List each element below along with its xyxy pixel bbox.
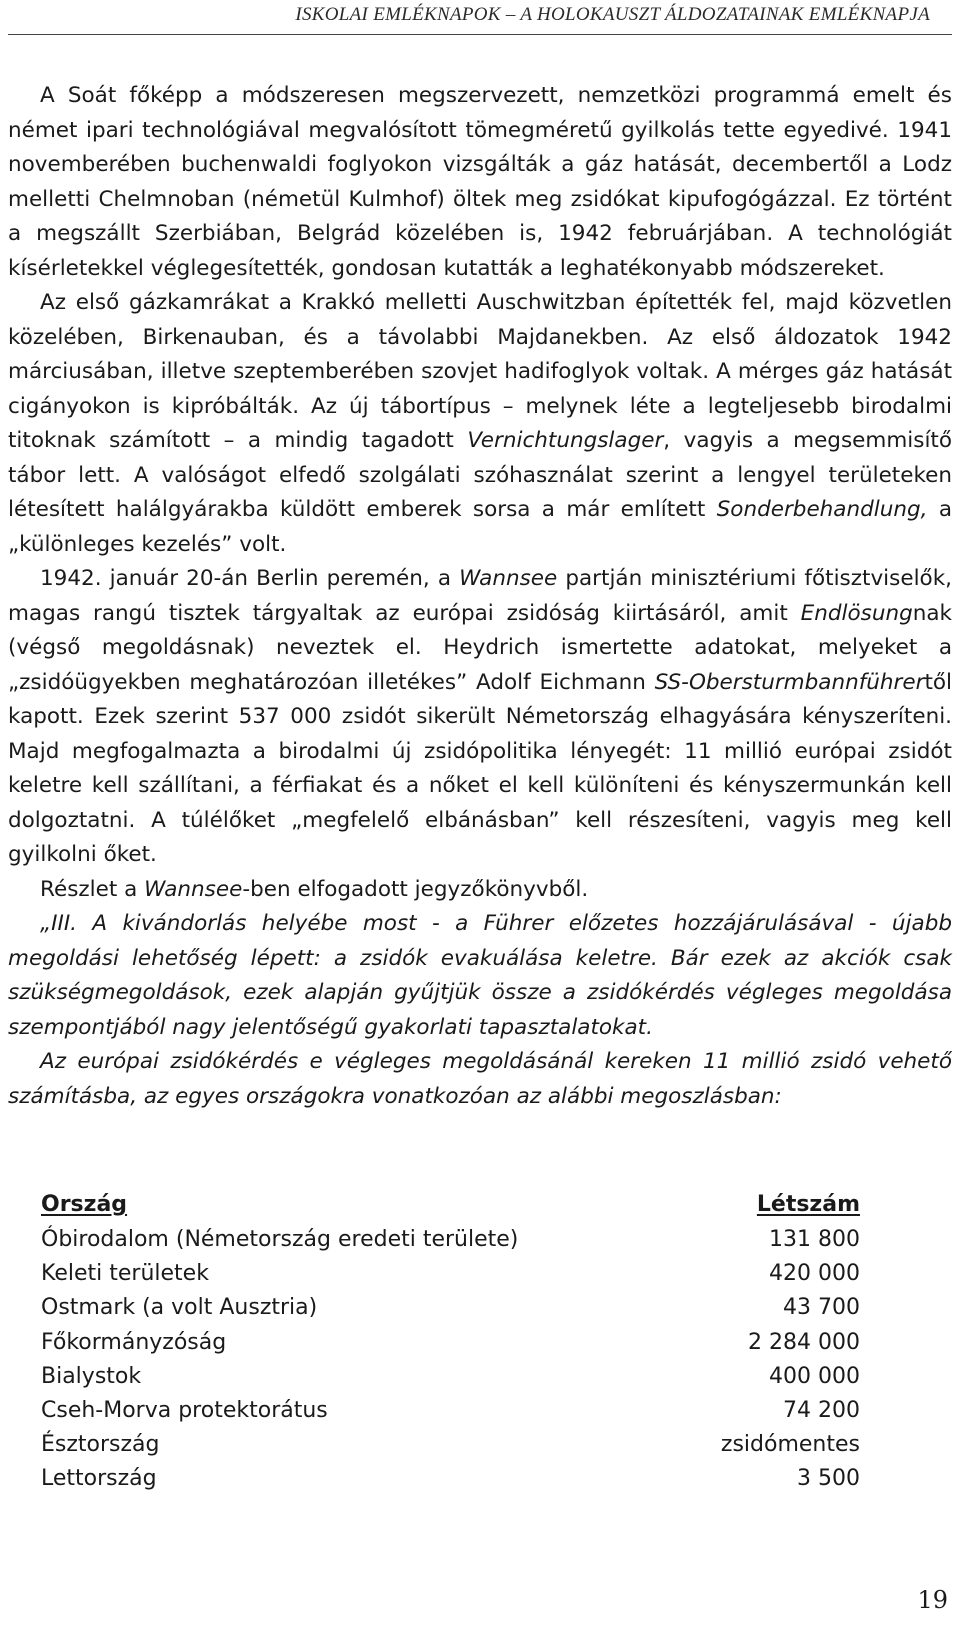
table-row [41,1360,860,1394]
quote-paragraph-1: „III. A kivándorlás helyébe most - a Führer előzetes hozzájárulásával - újabb megoldási lehetőség lépett: a zsidók evakuálása keletre. Bár ezek az akciók csak szükségmegoldások, ezek alapján gyűjtjük össze a zsidókérdés végleges megoldása szempontjából nagy jelentőségű gyakorlati tapasztalatokat. [8,911,952,1040]
country-cell: Óbirodalom (Németország eredeti területe) [41,1227,519,1252]
page-number: 19 [917,1586,948,1614]
count-cell: 74 200 [783,1397,860,1423]
header-country: Ország [41,1192,128,1217]
term-wannsee-2: Wannsee [144,876,243,902]
table-row [41,1257,860,1291]
count-cell: 3 500 [797,1466,860,1492]
term-sonderbehandlung: Sonderbehandlung, [716,497,928,522]
paragraph-4-text-a: Részlet a [40,876,145,902]
table-row [41,1428,860,1462]
paragraph-3-text-a: 1942. január 20-án Berlin peremén, a [40,566,460,591]
paragraph-3-text-c: nak (végső megoldásnak) neveztek el. Heydrich ismertette adatokat, melyeket a „zsidóügyekben meghatározóan illetékes” Adolf Eichmann [8,600,952,695]
count-cell: 420 000 [769,1261,860,1287]
country-cell: Észtország [41,1432,160,1458]
term-ss-obersturmbannfuhrer: SS-Obersturmbannführer [654,669,925,695]
country-cell: Főkormányzóság [41,1329,227,1355]
country-cell: Lettország [41,1466,157,1492]
header-count: Létszám [756,1192,860,1217]
paragraph-2-text-b: , vagyis a megsemmisítő tábor lett. A valóságot elfedő szolgálati szóhasználat szerint a lengyel területeken létesített halálgyárakba küldött emberek sorsa a már említett [8,428,953,522]
term-wannsee: Wannsee [459,566,558,591]
country-cell: Cseh-Morva protektorátus [41,1397,328,1423]
table-row [41,1462,860,1496]
count-cell: 2 284 000 [748,1329,860,1355]
population-table [41,1187,860,1497]
header-rule [8,34,952,35]
paragraph-2 [8,286,952,562]
paragraph-2-text-a: Az első gázkamrákat a Krakkó melletti Auschwitzban építették fel, majd közvetlen közelében, Birkenauban, és a távolabbi Majdanekben. Az első áldozatok 1942 márciusában, illetve szeptemberében szovjet hadifoglyok voltak. A mérges gáz hatását cigányokon is kipróbálták. Az új tábortípus – melynek léte a legteljesebb birodalmi titoknak számított – a mindig tagadott [8,290,952,453]
running-head: ISKOLAI EMLÉKNAPOK – A HOLOKAUSZT ÁLDOZATAINAK EMLÉKNAPJA [295,4,930,25]
paragraph-4 [8,873,952,908]
count-cell: 43 700 [783,1295,860,1321]
paragraph-1: A Soát főképp a módszeresen megszervezett, nemzetközi programmá emelt és német ipari technológiával megvalósított tömegméretű gyilkolás tette egyedivé. 1941 novemberében buchenwaldi foglyokon vizsgálták a gáz hatását, decembertől a Lodz melletti Chelmnoban (németül Kulmhof) öltek meg zsidókat kipufogógázzal. Ez történt a megszállt Szerbiában, Belgrád közelében is, 1942 februárjában. A technológiát kísérletekkel véglegesítették, gondosan kutatták a leghatékonyabb módszereket. [8,83,952,281]
count-cell: 400 000 [769,1363,860,1389]
country-cell: Bialystok [41,1363,142,1389]
term-vernichtungslager: Vernichtungslager [467,428,664,453]
paragraph-4-text-b: -ben elfogadott jegyzőkönyvből. [242,876,589,902]
paragraph-2-text-c: a „különleges kezelés” volt. [8,497,953,557]
term-endlosung: Endlösung [800,600,913,626]
count-cell: zsidómentes [720,1432,860,1458]
table-row [41,1394,860,1428]
paragraph-3 [8,562,952,873]
table-row [41,1291,860,1325]
paragraph-3-text-b: partján minisztériumi főtisztviselők, magas rangú tisztek tárgyaltak az európai zsidóság kiirtásáról, amit [8,566,952,626]
country-cell: Ostmark (a volt Ausztria) [41,1295,318,1321]
count-cell: 131 800 [769,1227,860,1252]
table-header-row [41,1187,860,1223]
quote-paragraph-2: Az európai zsidókérdés e végleges megoldásánál kereken 11 millió zsidó vehető számításba, az egyes országokra vonatkozóan az alábbi megoszlásban: [8,1049,952,1109]
table-row [41,1326,860,1360]
body-text [8,79,952,1114]
paragraph-3-text-d: től kapott. Ezek szerint 537 000 zsidót sikerült Németország elhagyására kényszeríteni. Majd megfogalmazta a birodalmi új zsidópolitika lényegét: 11 millió európai zsidót keletre kell szállítani, a férfiakat és a nőket el kell különíteni és kényszermunkán kell dolgoztatni. A túlélőket „megfelelő elbánásban” kell részesíteni, vagyis meg kell gyilkolni őket. [8,669,952,867]
table-row [41,1223,860,1257]
country-cell: Keleti területek [41,1261,209,1287]
